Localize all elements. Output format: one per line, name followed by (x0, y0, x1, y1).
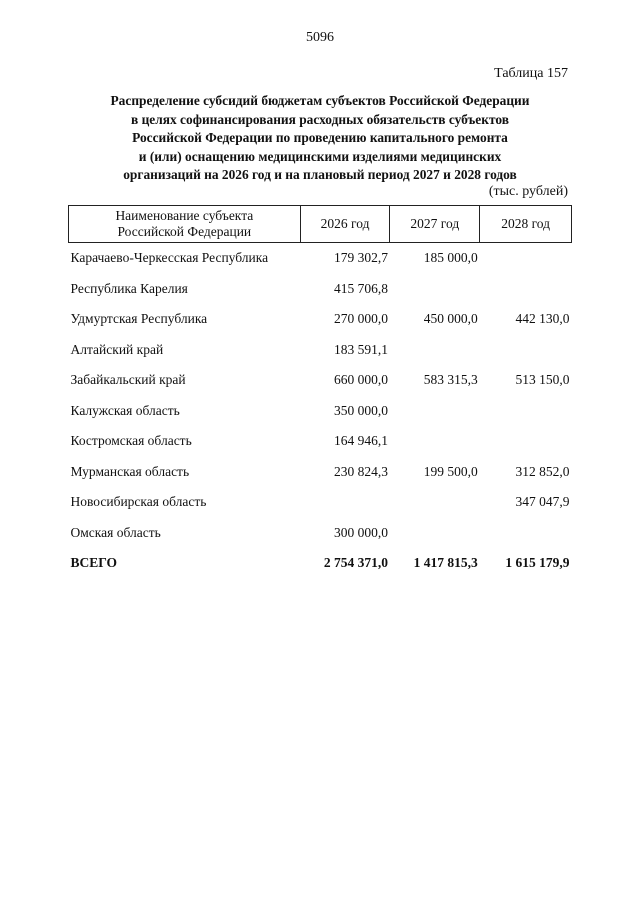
value-2026-cell: 415 706,8 (333, 280, 388, 296)
subject-name-cell: Республика Карелия (70, 280, 188, 296)
subject-name-cell: Мурманская область (70, 463, 190, 479)
table-header-row (69, 206, 572, 243)
value-2028-cell: 347 047,9 (515, 494, 570, 510)
page-number: 5096 (306, 30, 334, 45)
table-label: Таблица 157 (494, 66, 568, 81)
value-2028-cell: 513 150,0 (515, 372, 570, 388)
value-2027-cell: 1 417 815,3 (413, 555, 478, 571)
value-2027-cell (390, 487, 480, 518)
header-2027: 2027 год (390, 206, 480, 243)
value-2026-cell: 183 591,1 (333, 341, 388, 357)
table-row (69, 335, 572, 366)
value-2026-cell: 660 000,0 (333, 372, 388, 388)
value-2026-cell: 2 754 371,0 (323, 555, 388, 571)
value-2027-cell (390, 426, 480, 457)
table-row (69, 518, 572, 549)
value-2027-cell: 583 315,3 (423, 372, 478, 388)
value-2026-cell: 270 000,0 (333, 311, 388, 327)
subsidy-table (68, 205, 572, 579)
value-2027-cell (390, 518, 480, 549)
subject-name-cell: Костромская область (70, 433, 192, 449)
value-2028-cell: 1 615 179,9 (505, 555, 570, 571)
subject-name-cell: ВСЕГО (70, 555, 118, 571)
value-2027-cell: 199 500,0 (423, 463, 478, 479)
table-row (69, 396, 572, 427)
subject-name-cell: Забайкальский край (70, 372, 186, 388)
table-row (69, 365, 572, 396)
title-line: Российской Федерации по проведению капитального ремонта (132, 130, 508, 146)
value-2026-cell: 164 946,1 (333, 433, 388, 449)
subject-name-cell: Удмуртская Республика (70, 311, 208, 327)
table-row (69, 243, 572, 274)
value-2027-cell: 185 000,0 (423, 250, 478, 266)
table-row (69, 304, 572, 335)
value-2028-cell: 442 130,0 (515, 311, 570, 327)
table-row (69, 274, 572, 305)
value-2027-cell (390, 335, 480, 366)
value-2027-cell (390, 396, 480, 427)
header-subject-name-line1: Наименование субъекта (115, 208, 254, 223)
value-2027-cell (390, 274, 480, 305)
table-row (69, 487, 572, 518)
value-2028-cell: 312 852,0 (515, 463, 570, 479)
header-2028: 2028 год (480, 206, 572, 243)
subject-name-cell: Алтайский край (70, 341, 164, 357)
subject-name-cell: Омская область (70, 524, 161, 540)
value-2026-cell: 350 000,0 (333, 402, 388, 418)
value-2028-cell (480, 426, 572, 457)
table-body (69, 243, 572, 579)
value-2028-cell (480, 396, 572, 427)
value-2026-cell: 300 000,0 (333, 524, 388, 540)
table-row (69, 426, 572, 457)
subject-name-cell: Калужская область (70, 402, 180, 418)
value-2026-cell (300, 487, 390, 518)
value-2026-cell: 230 824,3 (333, 463, 388, 479)
title-line: Распределение субсидий бюджетам субъектов Российской Федерации (110, 93, 530, 108)
total-row (69, 548, 572, 579)
title-line: и (или) оснащению медицинскими изделиями медицинских (138, 148, 502, 164)
value-2028-cell (480, 274, 572, 305)
value-2026-cell: 179 302,7 (333, 250, 388, 266)
value-2028-cell (480, 243, 572, 274)
value-2027-cell: 450 000,0 (423, 311, 478, 327)
value-2028-cell (480, 335, 572, 366)
units-label: (тыс. рублей) (488, 184, 568, 199)
value-2028-cell (480, 518, 572, 549)
table-row (69, 457, 572, 488)
header-2026: 2026 год (300, 206, 390, 243)
title-line: в целях софинансирования расходных обязательств субъектов (131, 111, 509, 127)
document-title (60, 92, 580, 185)
header-subject-name-line2: Российской Федерации (117, 224, 252, 239)
header-subject-name (69, 206, 301, 243)
title-line: организаций на 2026 год и на плановый период 2027 и 2028 годов (123, 167, 517, 183)
subject-name-cell: Карачаево-Черкесская Республика (70, 250, 269, 266)
subject-name-cell: Новосибирская область (70, 494, 207, 510)
